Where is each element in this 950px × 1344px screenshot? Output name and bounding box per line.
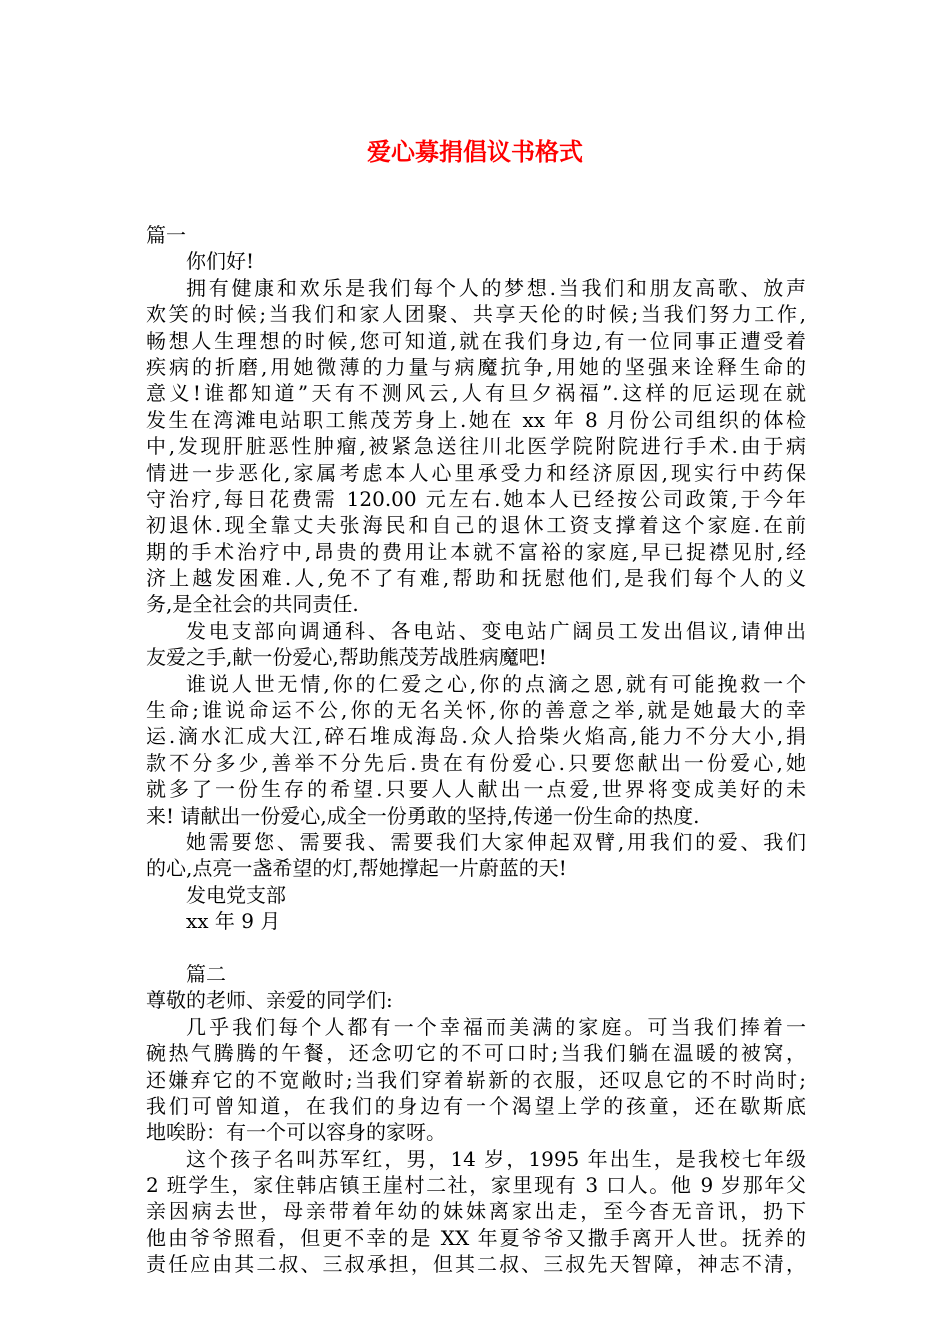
text-line: 济上越发困难.人,免不了有难,帮助和抚慰他们,是我们每个人的义 bbox=[146, 566, 806, 591]
text-line: 就多了一份生存的希望.只要人人献出一点爱,世界将变成美好的未 bbox=[146, 777, 806, 802]
text-line: 务,是全社会的共同责任. bbox=[146, 592, 359, 617]
text-line: 碗热气腾腾的午餐，还念叨它的不可口时;当我们躺在温暖的被窝， bbox=[146, 1041, 806, 1066]
text-line: 欢笑的时候;当我们和家人团聚、共享天伦的时候;当我们努力工作, bbox=[146, 302, 806, 327]
text-line: 亲因病去世，母亲带着年幼的妹妹离家出走，至今杳无音讯，扔下 bbox=[146, 1199, 806, 1224]
text-line: 运.滴水汇成大江,碎石堆成海岛.众人拾柴火焰高,能力不分大小,捐 bbox=[146, 724, 806, 749]
text-line: 2 班学生，家住韩店镇王崖村二社，家里现有 3 口人。他 9 岁那年父 bbox=[146, 1173, 806, 1198]
text-line: 款不分多少,善举不分先后.贵在有份爱心.只要您献出一份爱心,她 bbox=[146, 750, 806, 775]
text-line: xx 年 9 月 bbox=[186, 909, 281, 934]
document-title: 爱心募捐倡议书格式 bbox=[367, 138, 583, 166]
text-line: 意义!谁都知道”天有不测风云,人有旦夕祸福”.这样的厄运现在就 bbox=[146, 381, 806, 406]
text-line bbox=[146, 935, 806, 961]
text-line: 她需要您、需要我、需要我们大家伸起双臂,用我们的爱、我们 bbox=[186, 829, 806, 854]
text-line: 他由爷爷照看，但更不幸的是 XX 年夏爷爷又撒手离开人世。抚养的 bbox=[146, 1225, 806, 1250]
text-line: 初退休.现全靠丈夫张海民和自己的退休工资支撑着这个家庭.在前 bbox=[146, 513, 806, 538]
text-line: 你们好! bbox=[186, 249, 255, 274]
text-line: 谁说人世无情,你的仁爱之心,你的点滴之恩,就有可能挽救一个 bbox=[186, 671, 806, 696]
text-line: 还嫌弃它的不宽敞时;当我们穿着崭新的衣服，还叹息它的不时尚时; bbox=[146, 1067, 806, 1092]
text-line: 我们可曾知道，在我们的身边有一个渴望上学的孩童，还在歇斯底 bbox=[146, 1093, 806, 1118]
text-line: 拥有健康和欢乐是我们每个人的梦想.当我们和朋友高歌、放声 bbox=[186, 275, 806, 300]
text-line: 篇二 bbox=[186, 961, 226, 986]
text-line: 友爱之手,献一份爱心,帮助熊茂芳战胜病魔吧! bbox=[146, 645, 547, 670]
document-body bbox=[146, 222, 806, 1278]
text-line: 地唉盼：有一个可以容身的家呀。 bbox=[146, 1120, 446, 1145]
text-line: 来! 请献出一份爱心,成全一份勇敢的坚持,传递一份生命的热度. bbox=[146, 803, 700, 828]
text-line: 发电支部向调通科、各电站、变电站广阔员工发出倡议,请伸出 bbox=[186, 618, 806, 643]
text-line: 中,发现肝脏恶性肿瘤,被紧急送往川北医学院附院进行手术.由于病 bbox=[146, 434, 806, 459]
text-line: 尊敬的老师、亲爱的同学们: bbox=[146, 988, 393, 1013]
text-line: 责任应由其二叔、三叔承担，但其二叔、三叔先天智障，神志不清， bbox=[146, 1252, 806, 1277]
text-line: 疾病的折磨,用她微薄的力量与病魔抗争,用她的坚强来诠释生命的 bbox=[146, 354, 806, 379]
text-line: 的心,点亮一盏希望的灯,帮她撑起一片蔚蓝的天! bbox=[146, 856, 567, 881]
text-line: 篇一 bbox=[146, 223, 186, 247]
text-line: 情进一步恶化,家属考虑本人心里承受力和经济原因,现实行中药保 bbox=[146, 460, 806, 485]
text-line: 畅想人生理想的时候,您可知道,就在我们身边,有一位同事正遭受着 bbox=[146, 328, 806, 353]
text-line: 期的手术治疗中,昂贵的费用让本就不富裕的家庭,早已捉襟见肘,经 bbox=[146, 539, 806, 564]
text-line: 守治疗,每日花费需 120.00 元左右.她本人已经按公司政策,于今年 bbox=[146, 486, 806, 511]
text-line: 这个孩子名叫苏军红，男，14 岁，1995 年出生，是我校七年级 bbox=[186, 1146, 806, 1171]
text-line: 发电党支部 bbox=[186, 882, 286, 907]
text-line: 几乎我们每个人都有一个幸福而美满的家庭。可当我们捧着一 bbox=[186, 1014, 806, 1039]
text-line: 生命;谁说命运不公,你的无名关怀,你的善意之举,就是她最大的幸 bbox=[146, 698, 806, 723]
text-line: 发生在湾滩电站职工熊茂芳身上.她在 xx 年 8 月份公司组织的体检 bbox=[146, 407, 806, 432]
